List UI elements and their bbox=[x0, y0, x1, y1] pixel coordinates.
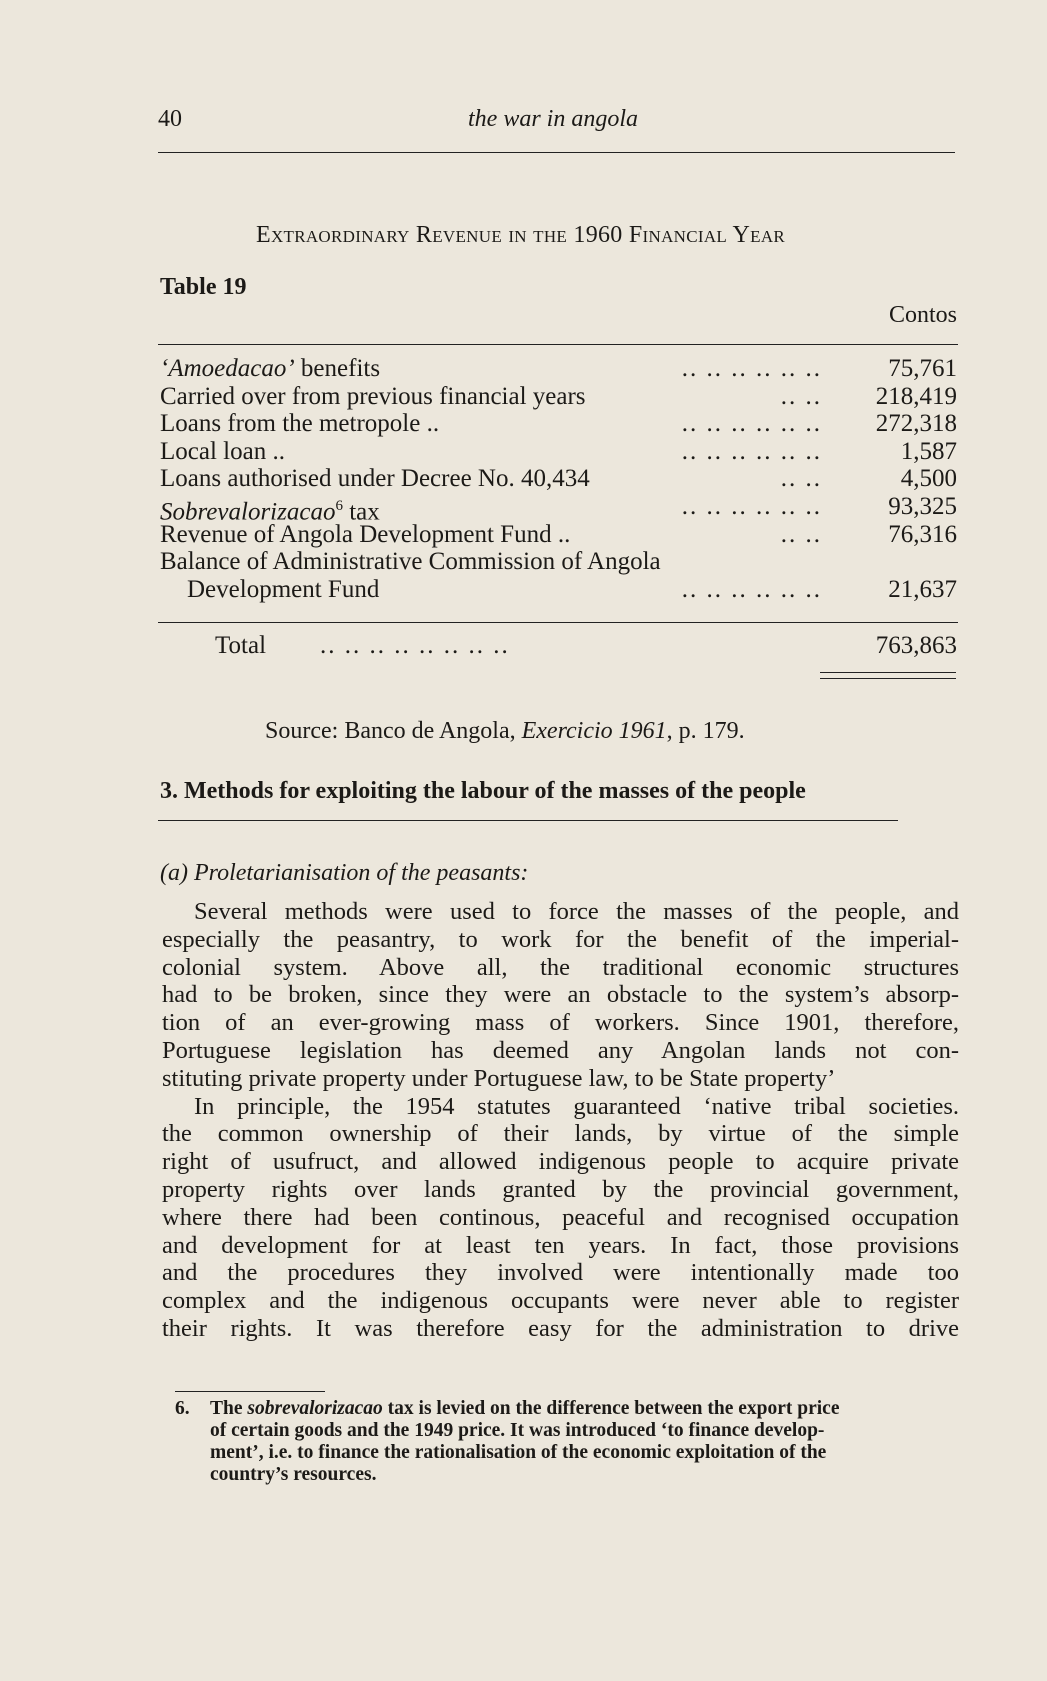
table-total-rule bbox=[158, 622, 958, 623]
footnote-line: country’s resources. bbox=[210, 1464, 377, 1485]
footnote-line bbox=[175, 1398, 960, 1420]
row-leader-dots: .. .. .. .. .. .. bbox=[681, 575, 822, 603]
row-label bbox=[160, 438, 285, 466]
section-heading: 3. Methods for exploiting the labour of the masses of the people bbox=[160, 778, 806, 804]
row-value: 218,419 bbox=[875, 382, 957, 410]
row-label bbox=[160, 465, 590, 493]
table-row bbox=[160, 521, 957, 549]
table-title: Extraordinary Revenue in the 1960 Financial Year bbox=[256, 222, 786, 248]
row-leader-dots: .. .. .. .. .. .. bbox=[681, 355, 822, 382]
table-row bbox=[160, 355, 957, 383]
body-line: had to be broken, since they were an obstacle to the system’s absorp- bbox=[162, 981, 959, 1009]
row-value: 75,761 bbox=[888, 355, 957, 382]
footnote bbox=[175, 1398, 960, 1486]
page-number: 40 bbox=[158, 106, 182, 132]
section-rule bbox=[158, 820, 898, 821]
row-label-text: Loans authorised under Decree No. 40,434 bbox=[160, 465, 590, 493]
row-label-text: Carried over from previous financial years bbox=[160, 382, 586, 410]
body-line: the common ownership of their lands, by virtue of the simple bbox=[162, 1120, 959, 1148]
table-source bbox=[265, 718, 745, 745]
running-title: the war in angola bbox=[468, 106, 639, 132]
row-leader-dots: .. .. .. .. .. .. bbox=[681, 410, 822, 438]
source-prefix: Source: Banco de Angola, bbox=[265, 718, 522, 744]
row-label bbox=[160, 410, 439, 438]
row-label bbox=[160, 383, 586, 411]
table-unit: Contos bbox=[888, 302, 957, 328]
table-body bbox=[160, 355, 957, 603]
row-label bbox=[160, 355, 380, 383]
row-leader-dots: .. .. .. .. .. .. bbox=[681, 437, 822, 465]
row-value: 93,325 bbox=[888, 492, 957, 520]
row-label-italic: Sobrevalorizacao bbox=[160, 498, 336, 526]
body-line: right of usufruct, and allowed indigenous people to acquire private bbox=[162, 1148, 959, 1176]
table-row bbox=[160, 465, 957, 493]
row-value: 1,587 bbox=[900, 437, 957, 465]
table-row bbox=[160, 548, 957, 576]
row-label-text: Development Fund bbox=[187, 575, 380, 603]
total-label: Total bbox=[215, 632, 267, 659]
row-leader-dots: .. .. .. .. .. .. bbox=[681, 492, 822, 520]
footnote-number: 6. bbox=[175, 1398, 190, 1419]
row-leader-dots: .. .. bbox=[780, 382, 822, 410]
body-text bbox=[162, 898, 959, 1343]
row-label-text: tax bbox=[342, 498, 380, 526]
body-line: Several methods were used to force the masses of the people, and bbox=[194, 898, 959, 925]
table-row bbox=[160, 410, 957, 438]
row-value: 21,637 bbox=[888, 575, 957, 603]
row-label-text: Balance of Administrative Commission of Angola bbox=[160, 548, 661, 576]
table-number: Table 19 bbox=[160, 274, 247, 300]
footnote-text-post: tax is levied on the difference between the export price bbox=[382, 1398, 840, 1419]
subsection-heading: (a) Proletarianisation of the peasants: bbox=[160, 860, 529, 886]
row-label-text: benefits bbox=[294, 355, 381, 382]
body-line: In principle, the 1954 statutes guaranteed ‘native tribal societies. bbox=[194, 1092, 959, 1120]
row-label bbox=[160, 548, 661, 576]
table-total-row bbox=[160, 632, 957, 660]
footnote-term: sobrevalorizacao bbox=[247, 1398, 383, 1419]
footnote-rule bbox=[175, 1391, 325, 1392]
row-value: 272,318 bbox=[875, 410, 957, 438]
body-line: especially the peasantry, to work for the benefit of the imperial- bbox=[162, 925, 959, 953]
header-rule bbox=[158, 152, 955, 153]
footnote-line: ment’, i.e. to finance the rationalisation of the economic exploitation of the bbox=[210, 1442, 827, 1463]
table-top-rule bbox=[158, 344, 958, 345]
body-line: and the procedures they involved were intentionally made too bbox=[162, 1259, 959, 1287]
table-row bbox=[160, 438, 957, 466]
total-value: 763,863 bbox=[875, 632, 957, 659]
body-line: stituting private property under Portuguese law, to be State property’ bbox=[162, 1064, 836, 1092]
row-leader-dots: .. .. bbox=[780, 465, 822, 493]
table-row bbox=[160, 383, 957, 411]
body-line: complex and the indigenous occupants were never able to register bbox=[162, 1287, 959, 1315]
row-leader-dots: .. .. bbox=[780, 520, 822, 548]
row-label-text: Revenue of Angola Development Fund .. bbox=[160, 520, 571, 548]
footnote-ref: 6 bbox=[335, 497, 343, 514]
row-label bbox=[187, 576, 379, 604]
total-double-rule bbox=[820, 672, 956, 679]
body-line: where there had been continous, peaceful and recognised occupation bbox=[162, 1203, 959, 1231]
table-row bbox=[160, 492, 957, 526]
footnote-line: of certain goods and the 1949 price. It was introduced ‘to finance develop- bbox=[210, 1420, 825, 1441]
row-value: 4,500 bbox=[900, 465, 957, 493]
row-label-italic: ‘Amoedacao’ bbox=[160, 355, 295, 382]
row-label-text: Local loan .. bbox=[160, 437, 285, 465]
row-label-text: Loans from the metropole .. bbox=[160, 410, 440, 438]
body-line: Portuguese legislation has deemed any Angolan lands not con- bbox=[162, 1036, 959, 1064]
body-line: property rights over lands granted by the provincial government, bbox=[162, 1175, 959, 1203]
row-value: 76,316 bbox=[888, 520, 957, 548]
total-leader-dots: .. .. .. .. .. .. .. .. bbox=[320, 632, 510, 659]
row-label bbox=[160, 521, 570, 549]
body-line: their rights. It was therefore easy for the administration to drive bbox=[162, 1314, 959, 1342]
body-line: and development for at least ten years. In fact, those provisions bbox=[162, 1231, 959, 1259]
body-line: colonial system. Above all, the traditional economic structures bbox=[162, 953, 959, 981]
source-suffix: , p. 179. bbox=[666, 718, 745, 744]
body-line: tion of an ever-growing mass of workers. Since 1901, therefore, bbox=[162, 1009, 959, 1037]
footnote-text-pre: The bbox=[210, 1398, 248, 1419]
page-header bbox=[158, 106, 958, 146]
source-title: Exercicio 1961 bbox=[521, 718, 667, 744]
table-row bbox=[160, 576, 957, 604]
